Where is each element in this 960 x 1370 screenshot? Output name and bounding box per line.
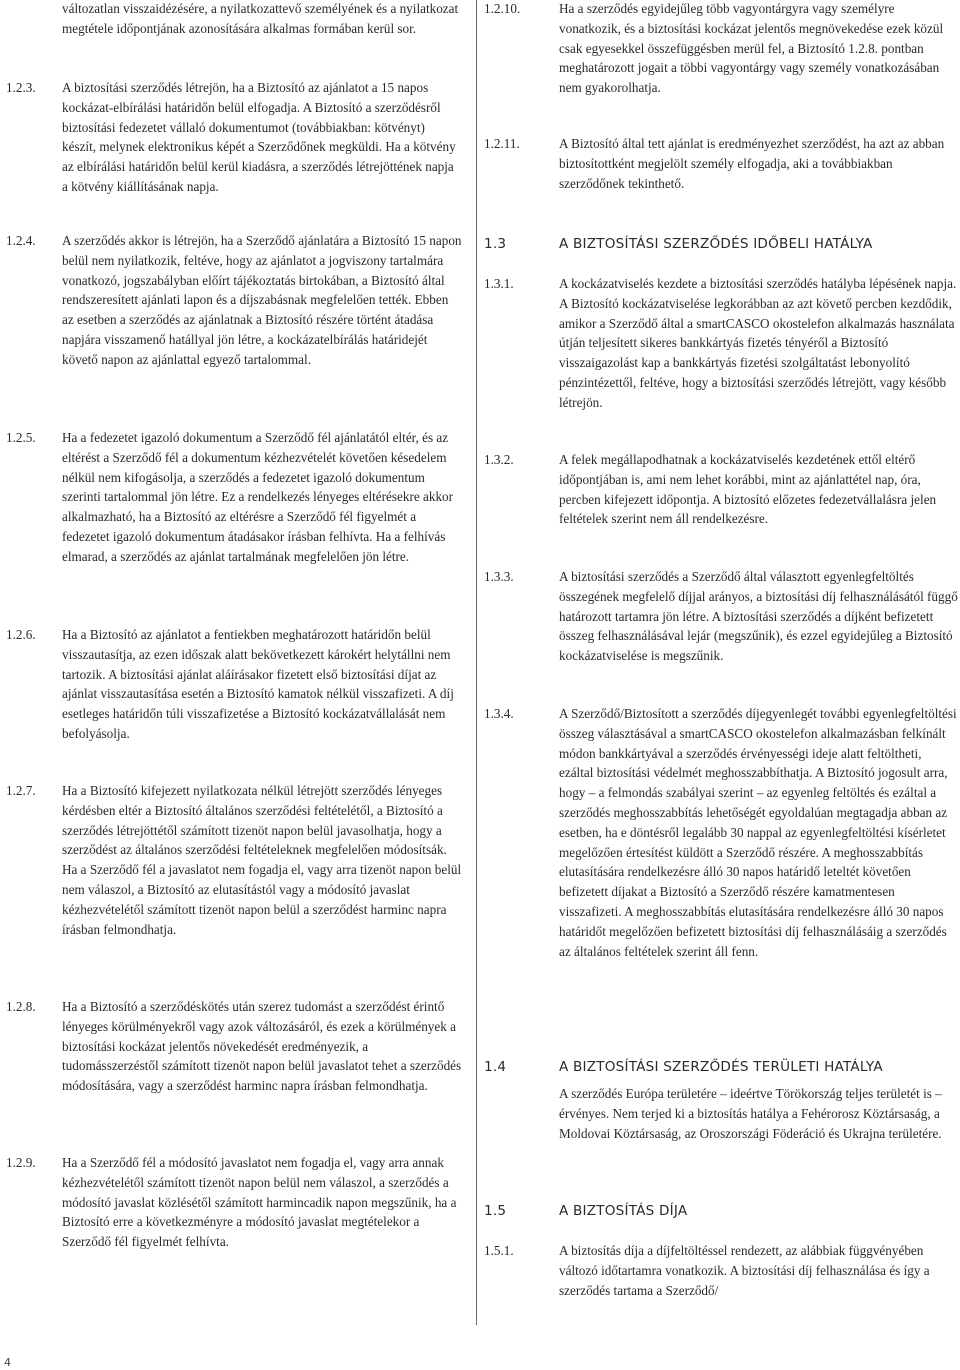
clause-1-3-1 <box>484 274 960 413</box>
clause-1-3-3 <box>484 567 960 666</box>
clause-text: Ha a Biztosító kifejezett nyilatkozata nélkül létrejött szerződés lényeges kérdésben eltér a Biztosító általános szerződési feltételétől, a Biztosító a szerződés létrejöttétől számított tizenöt napon belül javasolhatja, hogy a szerződést az általános szerződési feltételeknek megfelelően módosítsák. Ha a Szerződő fél a javaslatot nem fogadja el, vagy arra tizenöt napon belül nem válaszol, a Biztosító az elutasítástól vagy a módosító javaslat kézhezvételétől számított tizenöt napon belül a szerződést harminc napra írásban felmondhatja. <box>62 783 462 937</box>
clause-text: A Szerződő/Biztosított a szerződés díjegyenlegét további egyenlegfeltöltési összeg választásával a smartCASCO okostelefon alkalmazásban felkínált módon bankkártyával a szerződés érvényességi ideje alatt feltöltheti, ezáltal biztosítási védelmét meghosszabbíthatja. A Biztosító jogosult arra, hogy – a felmondás szabályai szerint – az egyenleg feltöltés és ezáltal a szerződés meghosszabbítás lehetőségét egyoldalúan megtagadja abban az esetben, ha e döntésről legalább 30 nappal az egyenlegfeltöltési kísérletet megelőzően értesítést küldött a Szerződő részére. A meghosszabbítás elutasítására rendelkezésre álló 30 napos határidő leteltét követően befizetett díjakat a Biztosító a Szerződő részére kamatmentesen visszafizeti. A meghosszabbítás elutasítására rendelkezésre álló 30 napos határidőt megelőzően befizetett biztosítási díj felhasználásáig a szerződés az általános feltételek szerint áll fenn. <box>559 706 957 959</box>
clause-1-2-8 <box>0 997 468 1096</box>
intro-paragraph: változatlan visszaidézésére, a nyilatkozattevő személyének és a nyilatkozat megtétele időpontjának azonosítására alkalmas formában kerül sor. <box>62 1 459 36</box>
clause-1-5-1 <box>484 1241 960 1300</box>
clause-text: Ha a Szerződő fél a módosító javaslatot nem fogadja el, vagy arra annak kézhezvételétől számított tizenöt napon belül nem válaszol, a szerződés a módosító javaslat közlésétől számított harmincadik napon megszűnik, ha a Biztosító erre a következményre a módosító javaslat megtételekor a Szerződő fél figyelmét felhívta. <box>62 1155 457 1250</box>
clause-number: 1.2.11. <box>484 136 520 151</box>
section-title: A BIZTOSÍTÁSI SZERZŐDÉS IDŐBELI HATÁLYA <box>559 236 873 252</box>
section-number: 1.3 <box>484 236 507 252</box>
clause-text: A szerződés akkor is létrejön, ha a Szerződő ajánlatára a Biztosító 15 napon belül nem nyilatkozik, feltéve, hogy az ajánlatot a jogviszony tartalmára vonatkozó, jogszabályban előírt tájékoztatás birtokában, a Biztosító által rendszeresített ajánlati lapon és a díjszabásnak megfelelően tették. Ebben az esetben a szerződés az ajánlatnak a Biztosító részére történt átadása napjára visszamenő hatállyal jön létre, a kockázatelbírálás határidejét követő napon az ajánlattal egyező tartalommal. <box>62 233 462 367</box>
clause-1-2-9 <box>0 1153 468 1252</box>
clause-text: A biztosítási szerződés létrejön, ha a Biztosító az ajánlatot a 15 napos kockázat-elbírálási határidőn belül elfogadja. A Biztosító a szerződésről biztosítási fedezetet vállaló dokumentumot (továbbiakban: kötvényt) készít, melynek elektronikus képét a Szerződőnek megküldi. Ha a kötvény az elbírálási határidőn belül kerül kiadásra, a szerződés létrejöttének napja a kötvény kiállításának napja. <box>62 80 456 194</box>
clause-text: Ha a szerződés egyidejűleg több vagyontárgyra vagy személyre vonatkozik, és a biztosítási kockázat jelentős megnövekedése ezek közül csak egyesekkel összefüggésben merül fel, a Biztosító 1.2.8. pontban meghatározott jogait a többi vagyontárgy vagy személy vonatkozásában nem gyakorolhatja. <box>559 1 944 96</box>
clause-1-2-11 <box>484 134 960 193</box>
clause-1-3-2 <box>484 450 960 529</box>
section-number: 1.4 <box>484 1059 507 1075</box>
clause-number: 1.2.8. <box>6 999 36 1014</box>
clause-text: A kockázatviselés kezdete a biztosítási szerződés hatályba lépésének napja. A Biztosító kockázatviselése legkorábban az azt követő percben kezdődik, amikor a Szerződő által a smartCASCO okostelefon alkalmazás használata útján teljesített sikeres bankkártyás fizetés tényéről a Biztosító visszaigazolást kap a bankkártyás fizetési szolgáltatást lebonyolító pénzintézettől, feltéve, hogy a biztosítási szerződés létrejött, vagy később létrejön. <box>559 276 957 410</box>
section-title: A BIZTOSÍTÁS DÍJA <box>559 1203 688 1219</box>
clause-number: 1.2.10. <box>484 1 521 16</box>
clause-text: Ha a fedezetet igazoló dokumentum a Szerződő fél ajánlatától eltér, és az eltérést a Szerződő fél a dokumentum kézhezvételét követően késedelem nélkül nem kifogásolja, a szerződés a fedezetet igazoló dokumentum szerinti tartalommal jön létre. Ez a rendelkezés lényeges eltérésekre akkor alkalmazható, ha a Biztosító az eltérésre a Szerződő fél figyelmét a fedezetet igazoló dokumentum átadásakor írásban felhívta. Ha a felhívás elmarad, a szerződés az ajánlat tartalmának megfelelően jön létre. <box>62 430 454 564</box>
clause-text: A biztosítási szerződés a Szerződő által választott egyenlegfeltöltés összegének megfelelő díjjal arányos, a biztosítási díj felhasználásától függő határozott tartamra jön létre. A biztosítási szerződés a díjként befizetett összeg felhasználásával lejár (megszűnik), és ezzel egyidejűleg a Biztosító kockázatviselése is megszűnik. <box>559 569 958 664</box>
clause-1-2-6 <box>0 625 468 744</box>
clause-number: 1.2.7. <box>6 783 36 798</box>
clause-1-2-4 <box>0 231 468 370</box>
clause-text: Ha a Biztosító a szerződéskötés után szerez tudomást a szerződést érintő lényeges körülményekről vagy azok változásáról, és ezek a körülmények a biztosítási kockázat jelentős növekedését eredményezik, a tudomásszerzéstől számított tizenöt napon belül javaslatot tehet a szerződés módosítására, vagy a szerződést harminc napra írásban felmondhatja. <box>62 999 462 1094</box>
clause-1-2-10 <box>484 0 960 98</box>
clause-1-2-7 <box>0 781 468 939</box>
clause-text: A Biztosító által tett ajánlat is eredményezhet szerződést, ha azt az abban biztosítottként megjelölt személy elfogadja, aki a továbbiakban szerződőnek tekinthető. <box>559 136 945 191</box>
clause-text: A felek megállapodhatnak a kockázatviselés kezdetének ettől eltérő időpontjában is, ami nem lehet korábbi, mint az ajánlattétel nap, óra, percben kifejezett időpontja. A biztosító előzetes fedezetvállalásra jelen feltételek szerint nem áll rendelkezésre. <box>559 452 937 527</box>
clause-1-2-3 <box>0 78 468 197</box>
clause-number: 1.5.1. <box>484 1243 514 1258</box>
section-1-4-body <box>484 1084 960 1143</box>
clause-text: Ha a Biztosító az ajánlatot a fentiekben meghatározott határidőn belül visszautasítja, az ezen időszak alatt bekövetkezett károkért helytállni nem tartozik. A biztosítási ajánlat aláírásakor fizetett első biztosítási díjat az ajánlat visszautasítása esetén a Biztosító kamatok nélkül visszafizeti. A díj esetleges határidőn túli visszafizetése a Biztosító kockázatvállalását nem befolyásolja. <box>62 627 454 741</box>
clause-text: A biztosítás díja a díjfeltöltéssel rendezett, az alábbiak függvényében változó időtartamra vonatkozik. A biztosítási díj felhasználása és így a szerződés tartama a Szerződő/ <box>559 1243 930 1298</box>
clause-number: 1.2.3. <box>6 80 36 95</box>
clause-number: 1.2.5. <box>6 430 36 445</box>
clause-number: 1.2.6. <box>6 627 36 642</box>
section-title: A BIZTOSÍTÁSI SZERZŐDÉS TERÜLETI HATÁLYA <box>559 1059 883 1075</box>
clause-number: 1.2.4. <box>6 233 36 248</box>
clause-1-2-5 <box>0 428 468 567</box>
section-text: A szerződés Európa területére – ideértve Törökország teljes területét is – érvényes. Nem terjed ki a biztosítás hatálya a Fehérorosz Köztársaság, a Moldovai Köztársaság, az Oroszországi Föderáció és Ukrajna területére. <box>559 1086 942 1141</box>
column-divider <box>476 0 477 1325</box>
page-number: 4 <box>4 1356 11 1369</box>
clause-number: 1.3.4. <box>484 706 514 721</box>
clause-number: 1.2.9. <box>6 1155 36 1170</box>
section-number: 1.5 <box>484 1203 507 1219</box>
clause-number: 1.3.1. <box>484 276 514 291</box>
clause-number: 1.3.2. <box>484 452 514 467</box>
clause-number: 1.3.3. <box>484 569 514 584</box>
clause-1-3-4 <box>484 704 960 961</box>
